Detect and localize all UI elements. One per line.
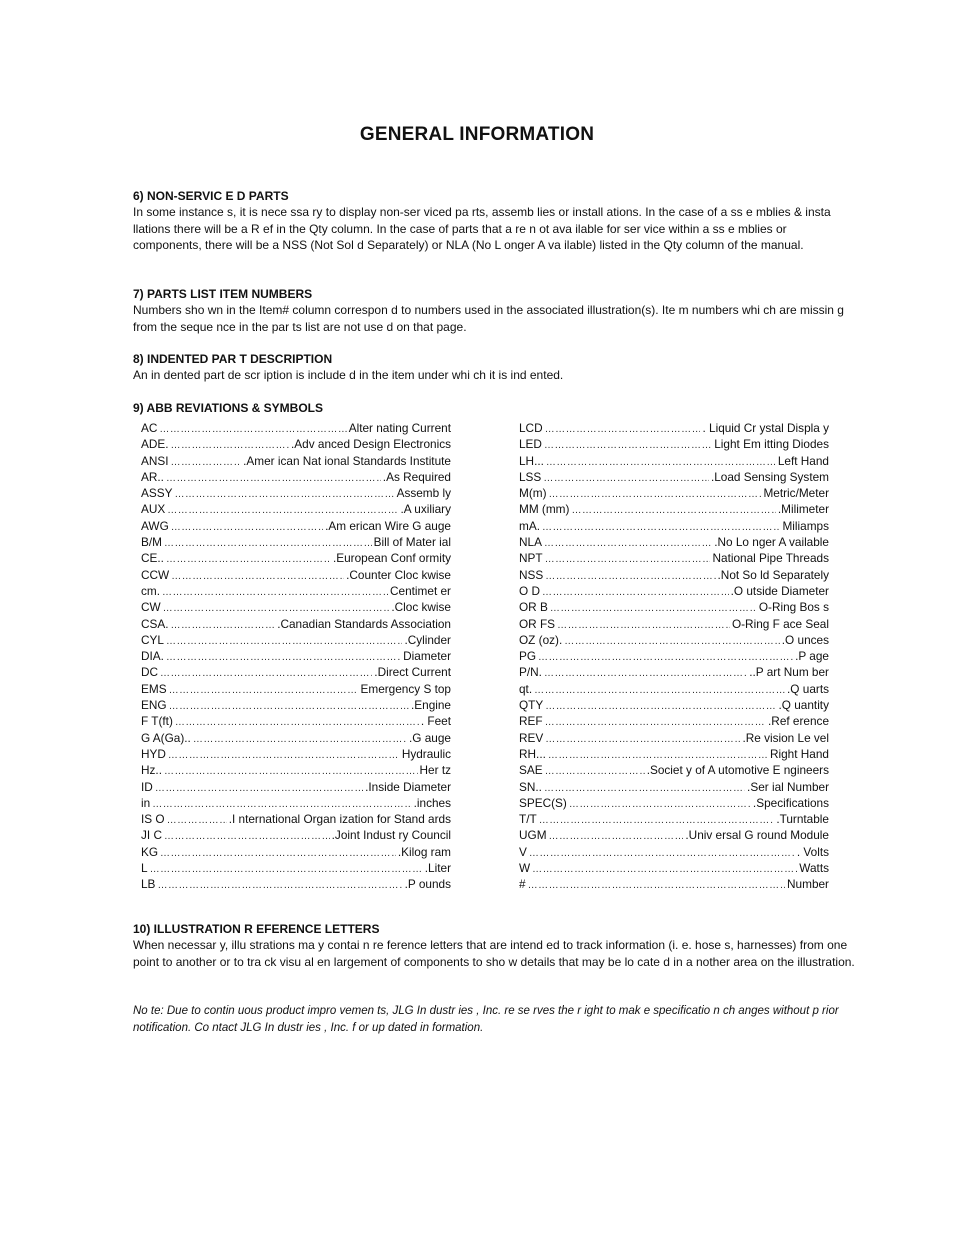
dot-leader [171,522,323,533]
abbreviation-row [519,568,829,584]
dot-leader [150,864,423,875]
abbreviation-code: AR.. [141,469,164,484]
note-text: No te: Due to contin uous product impro vemen ts, JLG In dustr ies , Inc. re se rves the r ight to mak e specificatio n ch anges without p rior notification. Co ntact JLG In dustr ies , Inc. f or up dated in formation. [133,1005,839,1034]
abbreviation-code: in [141,795,151,810]
dot-leader [542,587,729,598]
abbreviation-meaning: Bill of Mater ial [373,535,451,550]
dot-leader [544,668,747,679]
abbreviation-meaning: . Feet [420,714,451,729]
abbreviation-meaning: .Societ y of A utomotive E ngineers [646,763,829,778]
dot-leader [164,538,372,549]
abbreviation-row [141,421,451,437]
abbreviation-meaning: Her tz [419,763,451,778]
dot-leader [569,799,751,810]
abbreviation-meaning: .Amer ican Nat ional Standards Institute [243,453,451,468]
abbreviation-row [141,568,451,584]
abbreviation-meaning: .Adv anced Design Electronics [291,437,451,452]
abbreviation-meaning: .Liter [424,861,451,876]
abbreviation-code: AWG [141,518,169,533]
abbreviation-code: Hz.. [141,763,162,778]
abbreviation-row [519,682,829,698]
dot-leader [534,685,785,696]
abbreviation-meaning: .Ref erence [768,714,829,729]
dot-leader [167,505,398,516]
abbreviation-row [519,665,829,681]
abbreviation-meaning: .Cylinder [404,632,451,647]
abbreviation-row [141,747,451,763]
abbreviation-row [141,502,451,518]
dot-leader [539,815,775,826]
abbreviation-row [519,714,829,730]
abbreviation-code: REV [519,730,544,745]
abbreviation-meaning: Light Em itting Diodes [714,437,829,452]
abbreviation-code: RH... [519,746,546,761]
abbreviation-row [519,812,829,828]
abbreviation-code: qt. [519,681,533,696]
abbreviation-row [519,796,829,812]
dot-leader [564,636,780,647]
dot-leader [529,848,795,859]
abbreviation-row [519,861,829,877]
abbreviation-code: CW [141,600,161,615]
abbreviation-code: OR B [519,600,548,615]
abbreviation-row [519,763,829,779]
abbreviation-meaning: Right Hand [769,746,829,761]
dot-leader [549,489,762,500]
abbreviation-code: HYD [141,746,166,761]
abbreviation-row [141,714,451,730]
abbreviation-row [141,812,451,828]
abbreviation-row [141,780,451,796]
abbreviation-code: IS O [141,812,165,827]
abbreviation-code: QTY [519,698,544,713]
dot-leader [542,522,780,533]
section-indented-part-description [133,351,855,384]
abbreviation-row [519,421,829,437]
abbreviation-meaning: Metric/Meter [763,486,829,501]
section-non-serviced-parts [133,188,855,254]
dot-leader [160,668,372,679]
dot-leader [171,457,242,468]
abbreviation-row [519,535,829,551]
abbreviation-row [519,600,829,616]
abbreviation-row [519,633,829,649]
abbreviation-row [519,649,829,665]
abbreviation-meaning: Centimet er [390,583,451,598]
abbreviation-row [141,861,451,877]
abbreviation-code: DIA. [141,649,164,664]
dot-leader [532,864,797,875]
abbreviation-code: AC [141,421,158,435]
abbreviation-meaning: .I nternational Organ ization for Stand ards [228,812,451,827]
abbreviation-meaning: .P ounds [404,877,451,892]
dot-leader [548,750,768,761]
dot-leader [157,880,402,891]
abbreviation-code: CE.. [141,551,164,566]
abbreviation-code: V [519,844,527,859]
abbreviation-meaning: Diameter [403,649,451,664]
abbreviation-code: DC [141,665,159,680]
abbreviation-row [519,845,829,861]
section-illustration-reference-letters [133,921,855,970]
dot-leader [550,603,757,614]
section-heading: 9) ABB REVIATIONS & SYMBOLS [133,401,324,415]
abbreviation-code: PG [519,649,537,664]
dot-leader [545,554,711,565]
dot-leader [166,554,331,565]
dot-leader [557,620,730,631]
abbreviation-code: mA. [519,518,540,533]
abbreviation-code: NLA [519,535,542,550]
abbreviation-code: REF [519,714,543,729]
abbreviation-code: ENG [141,698,167,713]
section-abbreviations [133,400,855,416]
dot-leader [160,848,396,859]
abbreviation-code: CSA. [141,616,169,631]
abbreviation-row [519,454,829,470]
abbreviation-meaning: .Q uantity [778,698,829,713]
dot-leader [538,652,793,663]
abbreviation-code: LCD [519,421,543,435]
section-heading: 7) PARTS LIST ITEM NUMBERS [133,287,313,301]
abbreviation-row [141,617,451,633]
abbreviation-meaning: .Am erican Wire G auge [325,518,451,533]
abbreviation-meaning: . Volts [796,844,829,859]
abbreviation-code: P/N. [519,665,542,680]
abbreviation-row [141,845,451,861]
abbreviation-meaning: .A uxiliary [400,502,451,517]
section-heading: 8) INDENTED PAR T DESCRIPTION [133,352,333,366]
abbreviation-meaning: Hydraulic [401,746,451,761]
abbreviation-meaning: O-Ring Bos s [758,600,829,615]
abbreviation-row [519,502,829,518]
abbreviation-meaning: .Turntable [776,812,829,827]
abbreviation-meaning: .O utside Diameter [730,583,829,598]
abbreviation-code: ASSY [141,486,173,501]
abbreviation-code: SN.. [519,779,542,794]
abbreviation-meaning: .Engine [410,698,451,713]
abbreviation-meaning: .Direct Current [374,665,451,680]
abbreviation-meaning: .Joint Indust ry Council [331,828,451,843]
abbreviation-meaning: Miliamps [782,518,829,533]
abbreviation-row [141,649,451,665]
abbreviation-meaning: .Re vision Le vel [742,730,829,745]
abbreviation-row [141,584,451,600]
abbreviation-row [519,437,829,453]
abbreviation-meaning: .Inside Diameter [365,779,451,794]
abbreviation-code: OZ (oz). [519,632,563,647]
dot-leader [166,636,402,647]
dot-leader [543,473,709,484]
abbreviation-row [141,486,451,502]
abbreviation-code: KG [141,844,159,859]
abbreviation-meaning: .P age [795,649,829,664]
abbreviation-code: ANSI [141,453,169,468]
dot-leader [545,424,701,435]
abbreviation-row [519,877,829,893]
abbreviation-code: CCW [141,567,170,582]
abbreviation-meaning: .inches [413,795,451,810]
abbreviation-code: L [141,861,148,876]
abbreviation-meaning: .Q uarts [787,681,829,696]
abbreviation-meaning: .O unces [781,632,829,647]
dot-leader [166,473,381,484]
dot-leader [544,440,712,451]
dot-leader [175,717,419,728]
dot-leader [545,766,645,777]
abbreviation-code: UGM [519,828,547,843]
abbreviation-row [141,551,451,567]
abbreviation-row [141,633,451,649]
abbreviation-row [141,437,451,453]
abbreviation-row [141,600,451,616]
dot-leader [193,734,407,745]
abbreviation-code: CYL [141,632,164,647]
abbreviation-row [141,682,451,698]
dot-leader [169,701,409,712]
abbreviation-row [519,486,829,502]
abbreviation-row [141,470,451,486]
abbreviation-meaning: .Kilog ram [397,844,451,859]
abbreviation-row [519,470,829,486]
abbreviation-code: T/T [519,812,537,827]
abbreviation-row [141,665,451,681]
abbreviation-row [141,519,451,535]
abbreviation-code: LB [141,877,156,892]
section-body: In some instance s, it is nece ssa ry to display non-ser viced pa rts, assemb lies or install ations. In the case of a ss e mblies & insta llations there will be a R ef in the Qty column. In the case of parts that a re n ot ava ilable for ser vice within a ss e mblies or components, there will be a NSS (Not Sol d Separately) or NLA (No L onger A va ilable) listed in the Qty column of the manual. [133,205,831,253]
abbreviation-row [519,747,829,763]
dot-leader [545,734,740,745]
section-heading: 10) ILLUSTRATION R EFERENCE LETTERS [133,922,380,936]
abbreviation-code: ADE. [141,437,169,452]
dot-leader [162,587,388,598]
section-body: When necessar y, illu strations ma y contai n re ference letters that are intend ed to track information (i. e. hose s, harnesses) from one point to another or to tra ck visu al en largement of components to sho w details that may be lo cate d in a nother area on the illustration. [133,938,855,969]
dot-leader [159,424,346,435]
abbreviation-row [141,828,451,844]
abbreviation-code: F T(ft) [141,714,173,729]
abbreviation-meaning: .As Required [382,469,451,484]
abbreviation-meaning: .No Lo nger A vailable [714,535,829,550]
abbreviation-code: NSS [519,567,544,582]
abbreviation-code: EMS [141,681,167,696]
dot-leader [545,701,776,712]
dot-leader [544,783,745,794]
abbreviation-code: G A(Ga).. [141,730,191,745]
abbreviation-code: O D [519,583,540,598]
section-heading: 6) NON-SERVIC E D PARTS [133,189,289,203]
abbreviation-meaning: Assemb ly [396,486,451,501]
abbreviation-code: LED [519,437,542,452]
abbreviation-code: cm. [141,583,161,598]
abbreviation-code: LSS [519,469,542,484]
abbreviation-meaning: .Cloc kwise [391,600,451,615]
dot-leader [174,489,394,500]
abbreviation-row [141,877,451,893]
dot-leader [167,815,227,826]
dot-leader [545,571,715,582]
abbreviation-meaning: .Counter Cloc kwise [346,567,451,582]
dot-leader [169,685,359,696]
abbreviation-code: B/M [141,535,162,550]
abbreviation-meaning: Alter nating Current [348,421,451,435]
dot-leader [166,652,401,663]
section-body: An in dented part de scr iption is include d in the item under whi ch it is ind ented. [133,368,564,382]
abbreviation-row [519,731,829,747]
dot-leader [171,571,344,582]
dot-leader [544,538,712,549]
dot-leader [164,766,418,777]
dot-leader [168,750,400,761]
abbreviation-meaning: .Ser ial Number [747,779,829,794]
abbreviations-right-column [519,421,829,894]
abbreviation-code: AUX [141,502,166,517]
dot-leader [155,783,363,794]
abbreviation-row [141,763,451,779]
abbreviation-row [519,617,829,633]
abbreviation-row [141,731,451,747]
abbreviation-meaning: Number [787,877,829,892]
abbreviation-meaning: .Not So ld Separately [717,567,829,582]
abbreviation-row [141,535,451,551]
abbreviation-row [141,698,451,714]
abbreviation-meaning: .Specifications [752,795,829,810]
abbreviations-left-column [141,421,451,894]
abbreviation-row [519,551,829,567]
abbreviation-meaning: O-Ring F ace Seal [731,616,829,631]
dot-leader [571,505,775,516]
abbreviation-code: OR FS [519,616,556,631]
abbreviation-meaning: .European Conf ormity [332,551,451,566]
abbreviation-code: W [519,861,531,876]
abbreviation-row [519,519,829,535]
abbreviation-meaning: ..P art Num ber [749,665,829,680]
section-body: Numbers sho wn in the Item# column correspon d to numbers used in the associated illustration(s). Ite m numbers whi ch are missin g from the seque nce in the par ts list are not use d on that page. [133,303,844,334]
abbreviation-code: NPT [519,551,543,566]
abbreviation-meaning: Emergency S top [360,681,451,696]
abbreviation-code: SPEC(S) [519,795,567,810]
abbreviation-meaning: .Univ ersal G round Module [685,828,829,843]
abbreviation-meaning: .G auge [409,730,451,745]
abbreviation-row [519,828,829,844]
abbreviation-code: LH... [519,453,544,468]
page-title: GENERAL INFORMATION [359,124,595,145]
abbreviation-row [141,796,451,812]
abbreviation-meaning: . Liquid Cr ystal Displa y [702,421,829,435]
dot-leader [152,799,411,810]
abbreviation-row [519,698,829,714]
dot-leader [545,717,766,728]
dot-leader [546,457,776,468]
abbreviation-code: M(m) [519,486,547,501]
dot-leader [163,603,390,614]
abbreviation-code: ID [141,779,153,794]
abbreviation-meaning: .Canadian Standards Association [277,616,451,631]
dot-leader [549,831,684,842]
section-parts-list-item-numbers [133,286,855,335]
abbreviation-meaning: National Pipe Threads [712,551,829,566]
abbreviation-row [519,780,829,796]
footnote [133,1003,855,1036]
abbreviation-meaning: .Load Sensing System [710,469,829,484]
dot-leader [171,620,276,631]
abbreviation-code: MM (mm) [519,502,570,517]
abbreviation-code: JI C [141,828,162,843]
dot-leader [528,880,785,891]
abbreviation-meaning: .Milimeter [777,502,829,517]
abbreviation-code: SAE [519,763,543,778]
abbreviation-meaning: Watts [799,861,829,876]
abbreviation-code: # [519,877,526,892]
abbreviation-row [141,454,451,470]
abbreviation-meaning: Left Hand [777,453,829,468]
dot-leader [171,440,289,451]
abbreviation-row [519,584,829,600]
dot-leader [164,831,330,842]
